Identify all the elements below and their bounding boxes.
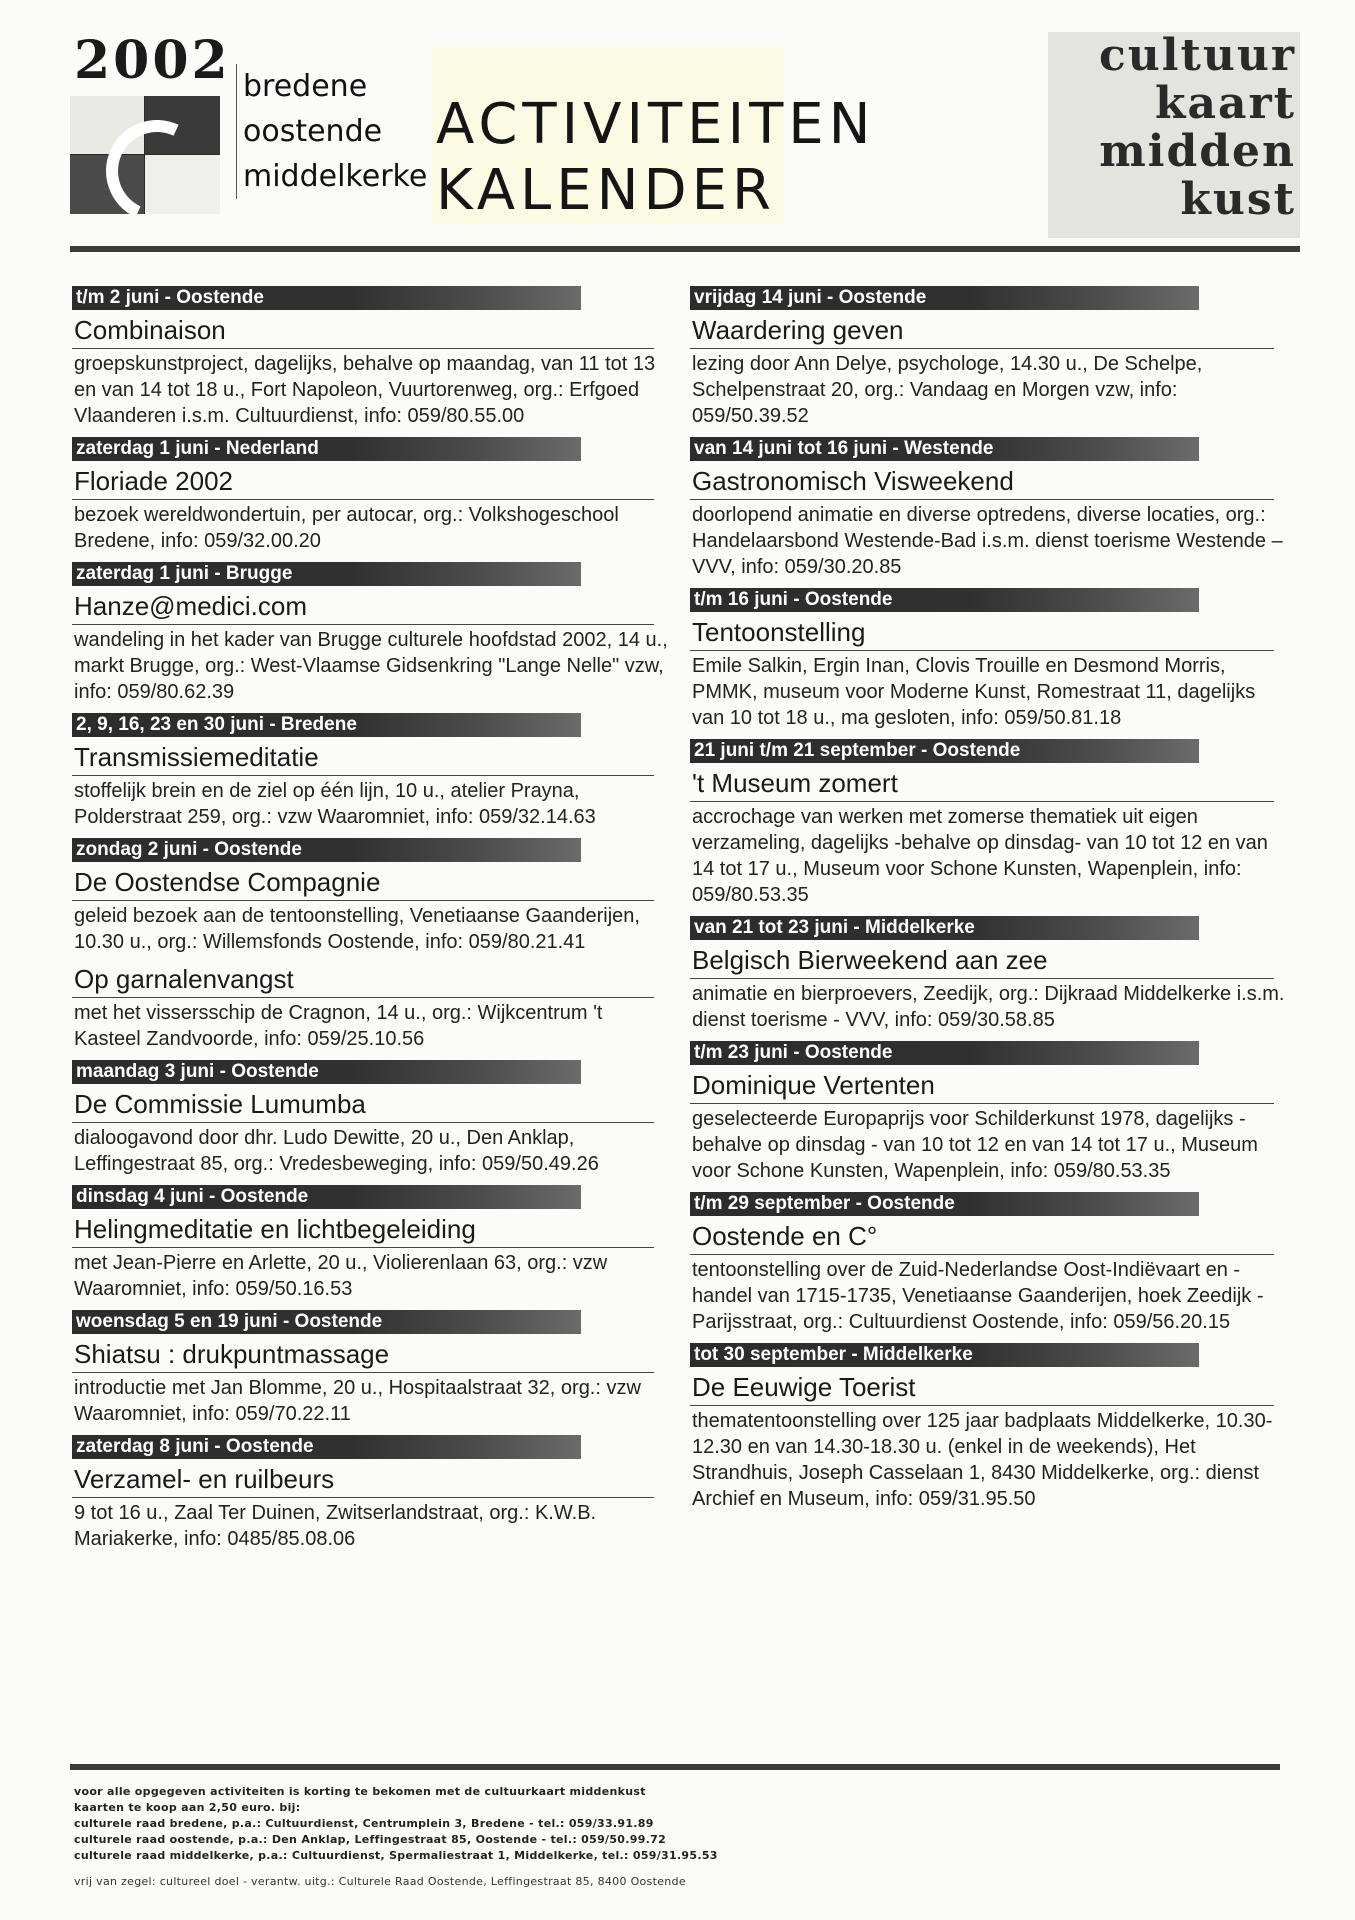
event-date-bar: zaterdag 8 juni - Oostende	[72, 1435, 581, 1459]
footer	[74, 1784, 1174, 1890]
event-date-bar: dinsdag 4 juni - Oostende	[72, 1185, 581, 1209]
event-description: bezoek wereldwondertuin, per autocar, org.: Volkshogeschool Bredene, info: 059/32.00.20	[74, 504, 619, 552]
event-description: tentoonstelling over de Zuid-Nederlandse Oost-Indiëvaart en -handel van 1715-1735, Venetiaanse Gaanderijen, hoek Zeedijk - Parijsstraat, org.: Cultuurdienst Oostende, info: 059/56.20.15	[692, 1259, 1264, 1333]
event-title: Tentoonstelling	[690, 616, 1274, 651]
event-date-bar: t/m 2 juni - Oostende	[72, 286, 581, 310]
footer-line: culturele raad oostende, p.a.: Den Anklap, Leffingestraat 85, Oostende - tel.: 059/50.99.72	[74, 1833, 667, 1846]
footer-line: kaarten te koop aan 2,50 euro. bij:	[74, 1801, 301, 1814]
event-title: De Oostendse Compagnie	[72, 866, 654, 901]
event-title: De Commissie Lumumba	[72, 1088, 654, 1123]
event-date-bar: tot 30 september - Middelkerke	[690, 1343, 1199, 1367]
event-title: Waardering geven	[690, 314, 1274, 349]
event-title: Hanze@medici.com	[72, 590, 654, 625]
event-date-bar: 21 juni t/m 21 september - Oostende	[690, 739, 1199, 763]
event-item	[690, 437, 1290, 580]
town-name: bredene	[243, 69, 368, 104]
event-title: Shiatsu : drukpuntmassage	[72, 1338, 654, 1373]
event-description: accrochage van werken met zomerse thematiek uit eigen verzameling, dagelijks -behalve op dinsdag- van 10 tot 12 en van 14 tot 17 u., Museum voor Schone Kunsten, Wapenplein, info: 059/80.53.35	[692, 806, 1268, 906]
event-date-bar: maandag 3 juni - Oostende	[72, 1060, 581, 1084]
event-item	[72, 1310, 672, 1427]
event-description: 9 tot 16 u., Zaal Ter Duinen, Zwitserlandstraat, org.: K.W.B. Mariakerke, info: 0485/85.08.06	[74, 1502, 597, 1550]
event-description: met Jean-Pierre en Arlette, 20 u., Violierenlaan 63, org.: vzw Waaromniet, info: 059/50.16.53	[74, 1252, 608, 1300]
event-date-bar: t/m 29 september - Oostende	[690, 1192, 1199, 1216]
event-date-bar: zaterdag 1 juni - Brugge	[72, 562, 581, 586]
event-title: Gastronomisch Visweekend	[690, 465, 1274, 500]
event-item	[72, 713, 672, 830]
event-date-bar: vrijdag 14 juni - Oostende	[690, 286, 1199, 310]
event-title: Floriade 2002	[72, 465, 654, 500]
event-item	[72, 963, 672, 1052]
event-description: Emile Salkin, Ergin Inan, Clovis Trouille en Desmond Morris, PMMK, museum voor Moderne Kunst, Romestraat 11, dagelijks van 10 tot 18 u., ma gesloten, info: 059/50.81.18	[692, 655, 1256, 729]
bredene-logo	[70, 96, 220, 214]
event-title: Oostende en C°	[690, 1220, 1274, 1255]
event-title: Dominique Vertenten	[690, 1069, 1274, 1104]
left-column	[72, 286, 672, 1560]
event-item	[72, 838, 672, 955]
event-date-bar: 2, 9, 16, 23 en 30 juni - Bredene	[72, 713, 581, 737]
event-item	[72, 286, 672, 429]
right-column	[690, 286, 1290, 1520]
event-item	[72, 1185, 672, 1302]
event-date-bar: van 14 juni tot 16 juni - Westende	[690, 437, 1199, 461]
header-divider	[70, 246, 1300, 252]
event-item	[690, 1343, 1290, 1512]
event-item	[690, 1041, 1290, 1184]
year: 2002	[74, 30, 231, 91]
event-item	[690, 588, 1290, 731]
town-name: oostende	[243, 114, 383, 149]
event-date-bar: t/m 23 juni - Oostende	[690, 1041, 1199, 1065]
event-title: Transmissiemeditatie	[72, 741, 654, 776]
title-line-1: ACTIVITEITEN	[436, 92, 876, 157]
event-description: dialoogavond door dhr. Ludo Dewitte, 20 u., Den Anklap, Leffingestraat 85, org.: Vredesbeweging, info: 059/50.49.26	[74, 1127, 599, 1175]
town-list	[236, 64, 427, 199]
event-item	[72, 437, 672, 554]
event-title: Belgisch Bierweekend aan zee	[690, 944, 1274, 979]
colophon: vrij van zegel: cultureel doel - verantw. uitg.: Culturele Raad Oostende, Leffingestraat 85, 8400 Oostende	[74, 1875, 686, 1888]
event-description: introductie met Jan Blomme, 20 u., Hospitaalstraat 32, org.: vzw Waaromniet, info: 059/70.22.11	[74, 1377, 641, 1425]
event-date-bar: van 21 tot 23 juni - Middelkerke	[690, 916, 1199, 940]
town-name: middelkerke	[243, 159, 428, 194]
event-item	[690, 286, 1290, 429]
event-description: geselecteerde Europaprijs voor Schilderkunst 1978, dagelijks - behalve op dinsdag - van 10 tot 12 en van 14 tot 17 u., Museum voor Schone Kunsten, Wapenplein, info: 059/80.53.35	[692, 1108, 1258, 1182]
event-item	[72, 1060, 672, 1177]
event-title: 't Museum zomert	[690, 767, 1274, 802]
title-line-2: KALENDER	[436, 158, 776, 223]
event-title: Helingmeditatie en lichtbegeleiding	[72, 1213, 654, 1248]
event-description: doorlopend animatie en diverse optredens, diverse locaties, org.: Handelaarsbond Westende-Bad i.s.m. dienst toerisme Westende – VVV, info: 059/30.20.85	[692, 504, 1283, 578]
event-item	[690, 1192, 1290, 1335]
event-description: groepskunstproject, dagelijks, behalve op maandag, van 11 tot 13 en van 14 tot 18 u., Fort Napoleon, Vuurtorenweg, org.: Erfgoed Vlaanderen i.s.m. Cultuurdienst, info: 059/80.55.00	[74, 353, 656, 427]
event-description: wandeling in het kader van Brugge culturele hoofdstad 2002, 14 u., markt Brugge, org.: West-Vlaamse Gidsenkring "Lange Nelle" vzw, info: 059/80.62.39	[74, 629, 668, 703]
event-item	[690, 916, 1290, 1033]
event-description: lezing door Ann Delye, psychologe, 14.30 u., De Schelpe, Schelpenstraat 20, org.: Vandaag en Morgen vzw, info: 059/50.39.52	[692, 353, 1203, 427]
footer-line: culturele raad middelkerke, p.a.: Cultuurdienst, Spermaliestraat 1, Middelkerke, tel.: 059/31.95.53	[74, 1849, 718, 1862]
event-date-bar: zondag 2 juni - Oostende	[72, 838, 581, 862]
event-item	[690, 739, 1290, 908]
event-description: met het vissersschip de Cragnon, 14 u., org.: Wijkcentrum 't Kasteel Zandvoorde, info: 059/25.10.56	[74, 1002, 603, 1050]
event-description: thematentoonstelling over 125 jaar badplaats Middelkerke, 10.30-12.30 en van 14.30-18.30 u. (enkel in de weekends), Het Strandhuis, Joseph Casselaan 1, 8430 Middelkerke, org.: dienst Archief en Museum, info: 059/31.95.50	[692, 1410, 1273, 1510]
event-item	[72, 562, 672, 705]
event-date-bar: zaterdag 1 juni - Nederland	[72, 437, 581, 461]
event-title: Verzamel- en ruilbeurs	[72, 1463, 654, 1498]
event-title: De Eeuwige Toerist	[690, 1371, 1274, 1406]
footer-line: voor alle opgegeven activiteiten is korting te bekomen met de cultuurkaart middenkust	[74, 1785, 646, 1798]
event-description: stoffelijk brein en de ziel op één lijn, 10 u., atelier Prayna, Polderstraat 259, org.: vzw Waaromniet, info: 059/32.14.63	[74, 780, 596, 828]
event-date-bar: woensdag 5 en 19 juni - Oostende	[72, 1310, 581, 1334]
page-title	[436, 92, 956, 224]
event-title: Combinaison	[72, 314, 654, 349]
event-date-bar: t/m 16 juni - Oostende	[690, 588, 1199, 612]
event-description: geleid bezoek aan de tentoonstelling, Venetiaanse Gaanderijen, 10.30 u., org.: Willemsfonds Oostende, info: 059/80.21.41	[74, 905, 640, 953]
footer-divider	[70, 1764, 1280, 1770]
cultuurkaart-logo: cultuur kaart midden kust	[1048, 32, 1300, 238]
event-description: animatie en bierproevers, Zeedijk, org.: Dijkraad Middelkerke i.s.m. dienst toerisme - VVV, info: 059/30.58.85	[692, 983, 1285, 1031]
footer-line: culturele raad bredene, p.a.: Cultuurdienst, Centrumplein 3, Bredene - tel.: 059/33.91.89	[74, 1817, 654, 1830]
event-item	[72, 1435, 672, 1552]
event-title: Op garnalenvangst	[72, 963, 654, 998]
